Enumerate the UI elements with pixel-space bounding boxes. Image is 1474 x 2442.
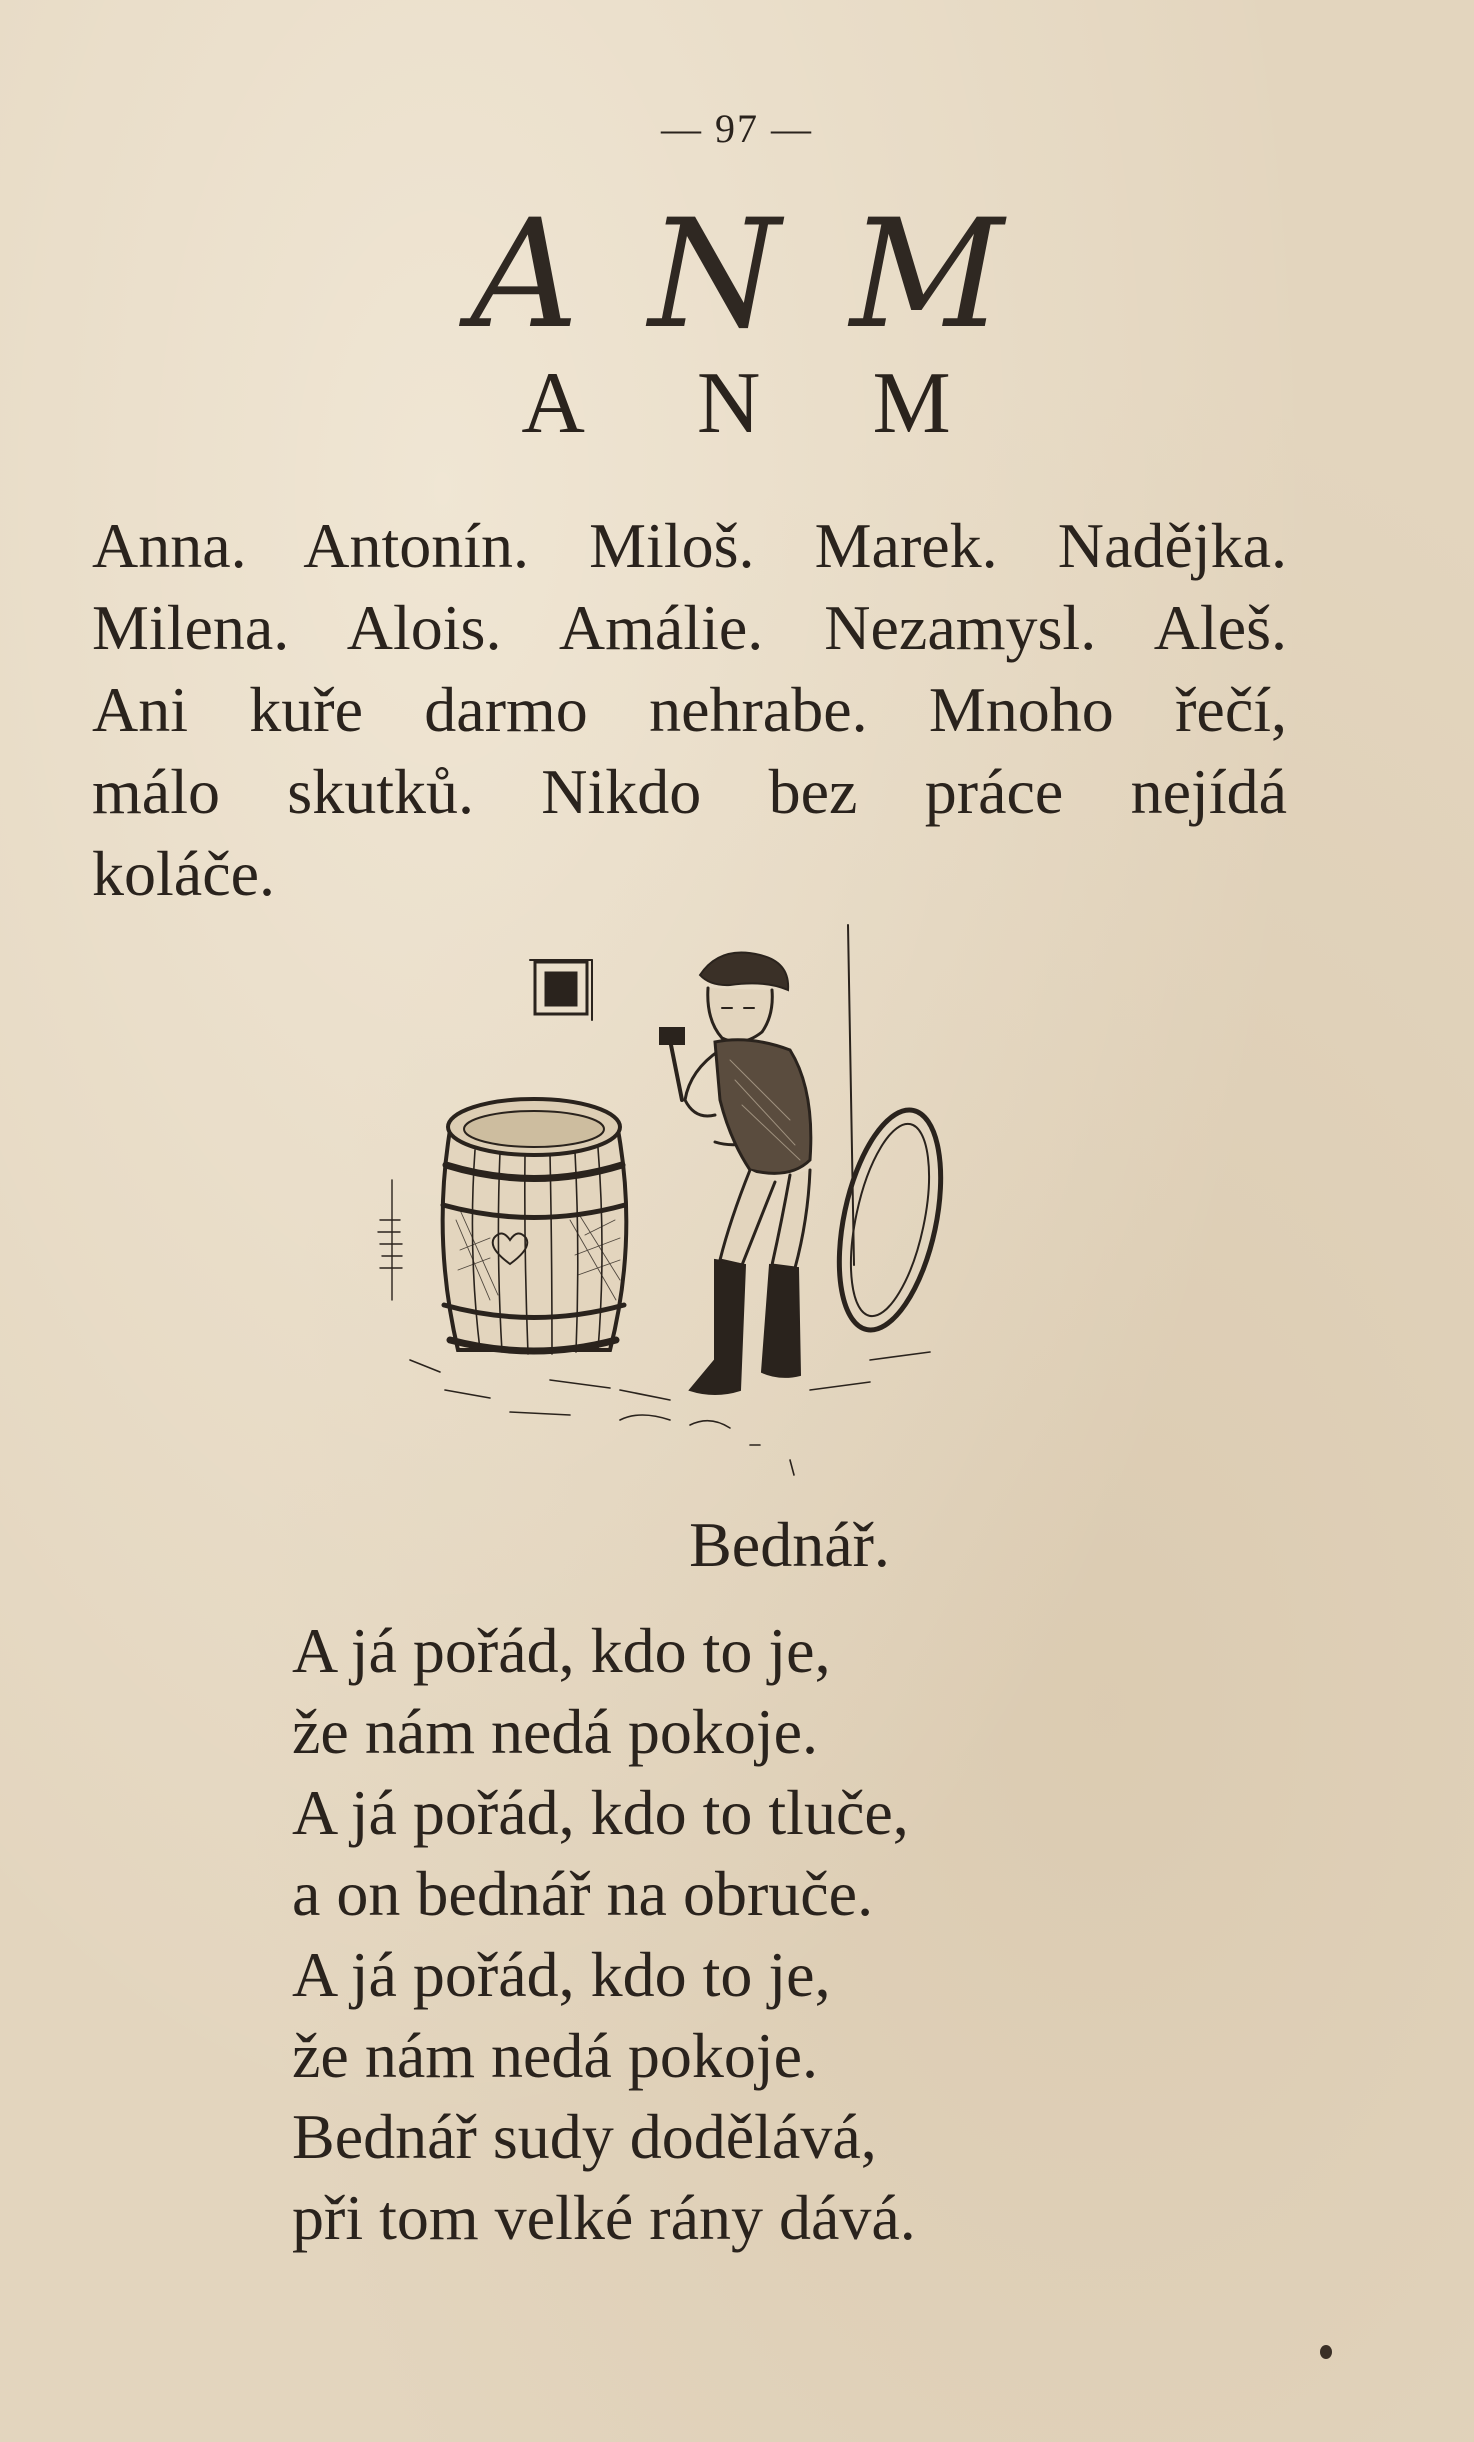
cooper-barrel-illustration bbox=[370, 920, 970, 1480]
print-letters bbox=[0, 355, 1474, 452]
poem-line: a on bednář na obruče. bbox=[292, 1858, 874, 1929]
page-number: — 97 — bbox=[661, 106, 813, 151]
prose-line: Ani kuře darmo nehrabe. Mnoho řečí, bbox=[92, 674, 1287, 745]
script-letter-n: N bbox=[648, 188, 780, 362]
prose-line: málo skutků. Nikdo bez práce nejídá bbox=[92, 756, 1287, 827]
prose-line: Anna. Antonín. Miloš. Marek. Nadějka. bbox=[92, 510, 1287, 581]
prose-line: koláče. bbox=[92, 838, 275, 909]
poem-line: že nám nedá pokoje. bbox=[292, 2020, 818, 2091]
script-letter-m: M bbox=[849, 188, 1004, 362]
print-letter-n: N bbox=[696, 355, 763, 452]
poem-title: Bednář. bbox=[689, 1509, 890, 1580]
poem-line: A já pořád, kdo to je, bbox=[292, 1939, 831, 2010]
print-letter-m: M bbox=[872, 355, 953, 452]
ink-speck bbox=[1320, 2345, 1332, 2359]
poem-line: že nám nedá pokoje. bbox=[292, 1696, 818, 1767]
poem-line: A já pořád, kdo to tluče, bbox=[292, 1777, 909, 1848]
script-letters bbox=[0, 188, 1474, 362]
print-letter-a: A bbox=[521, 355, 587, 452]
prose-line: Milena. Alois. Amálie. Nezamysl. Aleš. bbox=[92, 592, 1287, 663]
reading-paragraph bbox=[92, 505, 1392, 915]
poem-line: Bednář sudy dodělává, bbox=[292, 2101, 877, 2172]
script-letter-a: A bbox=[470, 188, 579, 362]
poem-line: při tom velké rány dává. bbox=[292, 2182, 916, 2253]
poem-body bbox=[292, 1610, 1192, 2258]
poem-line: A já pořád, kdo to je, bbox=[292, 1615, 831, 1686]
